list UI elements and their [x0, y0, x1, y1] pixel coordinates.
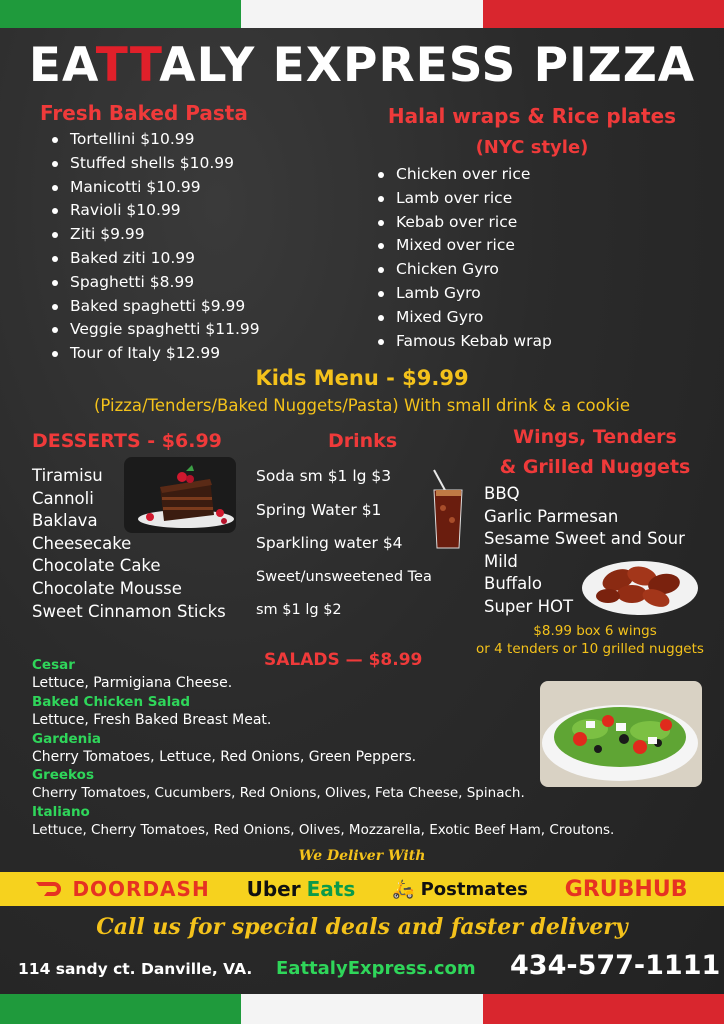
wings-photo [580, 550, 700, 618]
soda-glass-photo [430, 468, 466, 550]
title-part-3: ALY EXPRESS PIZZA [159, 38, 696, 93]
list-item: Chicken Gyro [374, 258, 694, 282]
title-part-2: TT [95, 38, 160, 93]
salad-name: Italiano [32, 804, 90, 821]
list-item: Sparkling water $4 [256, 534, 403, 553]
drinks-heading: Drinks [328, 430, 398, 452]
grubhub-text: GRUBHUB [564, 876, 688, 902]
eats-text: Eats [306, 877, 356, 901]
doordash-logo [36, 877, 209, 901]
list-item: Mixed Gyro [374, 306, 694, 330]
salad-photo [540, 681, 702, 787]
salad-description: Lettuce, Fresh Baked Breast Meat. [32, 711, 272, 728]
list-item: Baklava [32, 511, 98, 531]
address: 114 sandy ct. Danville, VA. [18, 960, 253, 978]
wings-heading-line2: & Grilled Nuggets [499, 456, 691, 478]
salad-description: Lettuce, Parmigiana Cheese. [32, 675, 233, 691]
salad-description: Lettuce, Cherry Tomatoes, Red Onions, Olives, Mozzarella, Exotic Beef Ham, Croutons. [32, 822, 615, 839]
list-item: Tiramisu [32, 466, 103, 485]
salad-name: Baked Chicken Salad [32, 693, 190, 710]
desserts-heading: DESSERTS - $6.99 [32, 430, 222, 452]
website-link[interactable]: EattalyExpress.com [276, 958, 476, 979]
halal-subheading: (NYC style) [475, 137, 589, 158]
list-item: sm $1 lg $2 [256, 602, 342, 619]
list-item: Sesame Sweet and Sour [484, 529, 685, 549]
postmates-text: Postmates [420, 878, 528, 900]
pasta-heading: Fresh Baked Pasta [40, 101, 248, 125]
postmates-logo [392, 879, 528, 900]
list-item: Chicken over rice [374, 163, 694, 187]
restaurant-title [0, 38, 724, 93]
list-item: Lamb over rice [374, 187, 694, 211]
list-item: Tour of Italy $12.99 [48, 342, 348, 366]
list-item: Mild [484, 551, 518, 571]
list-item: Veggie spaghetti $11.99 [48, 318, 348, 342]
uber-text: Uber [246, 877, 301, 901]
list-item: Baked ziti 10.99 [48, 247, 348, 271]
list-item: Ravioli $10.99 [48, 199, 348, 223]
chocolate-cake-photo [124, 457, 236, 533]
list-item: Ziti $9.99 [48, 223, 348, 247]
list-item: Cheesecake [32, 533, 132, 553]
phone-number[interactable]: 434-577-1111 [510, 950, 721, 981]
list-item: Super HOT [484, 596, 574, 616]
wings-price-note-line2: or 4 tenders or 10 grilled nuggets [476, 641, 704, 657]
grubhub-logo [565, 877, 688, 902]
title-part-1: EA [28, 38, 96, 93]
list-item: BBQ [484, 484, 520, 503]
call-us-banner: Call us for special deals and faster delivery [96, 914, 628, 940]
kids-description: (Pizza/Tenders/Baked Nuggets/Pasta) With small drink & a cookie [93, 396, 631, 415]
list-item: Spring Water $1 [256, 500, 382, 519]
halal-heading: Halal wraps & Rice plates [387, 104, 677, 128]
list-item: Chocolate Cake [32, 556, 161, 576]
scooter-icon: 🛵 [392, 878, 415, 900]
delivery-partners-band [0, 872, 724, 906]
list-item: Lamb Gyro [374, 282, 694, 306]
doordash-text: DOORDASH [72, 877, 210, 901]
halal-list [374, 163, 694, 353]
list-item: Manicotti $10.99 [48, 176, 348, 200]
salad-description: Cherry Tomatoes, Cucumbers, Red Onions, Olives, Feta Cheese, Spinach. [32, 785, 525, 802]
salad-description: Cherry Tomatoes, Lettuce, Red Onions, Green Peppers. [32, 748, 417, 765]
salad-name: Cesar [32, 657, 75, 673]
list-item: Stuffed shells $10.99 [48, 152, 348, 176]
list-item: Baked spaghetti $9.99 [48, 295, 348, 319]
deliver-with-label: We Deliver With [298, 848, 426, 864]
list-item: Kebab over rice [374, 211, 694, 235]
wings-heading-line1: Wings, Tenders [513, 426, 677, 448]
list-item: Sweet/unsweetened Tea [256, 568, 432, 585]
kids-heading: Kids Menu - $9.99 [255, 366, 469, 390]
wings-price-note-line1: $8.99 box 6 wings [533, 623, 657, 639]
list-item: Famous Kebab wrap [374, 330, 694, 354]
list-item: Mixed over rice [374, 234, 694, 258]
salad-name: Gardenia [32, 730, 102, 747]
list-item: Chocolate Mousse [32, 578, 182, 598]
uber-eats-logo [247, 877, 356, 901]
salads-heading: SALADS — $8.99 [264, 650, 423, 670]
salad-name: Greekos [32, 767, 94, 784]
list-item: Cannoli [32, 488, 94, 508]
list-item: Tortellini $10.99 [48, 128, 348, 152]
doordash-icon [36, 880, 66, 898]
italian-flag-bottom-strip [0, 994, 724, 1024]
italian-flag-top-strip [0, 0, 724, 28]
list-item: Soda sm $1 lg $3 [256, 467, 392, 485]
list-item: Spaghetti $8.99 [48, 271, 348, 295]
list-item: Garlic Parmesan [484, 506, 619, 526]
list-item: Buffalo [484, 574, 542, 594]
pasta-list [48, 128, 348, 366]
list-item: Sweet Cinnamon Sticks [32, 601, 226, 621]
